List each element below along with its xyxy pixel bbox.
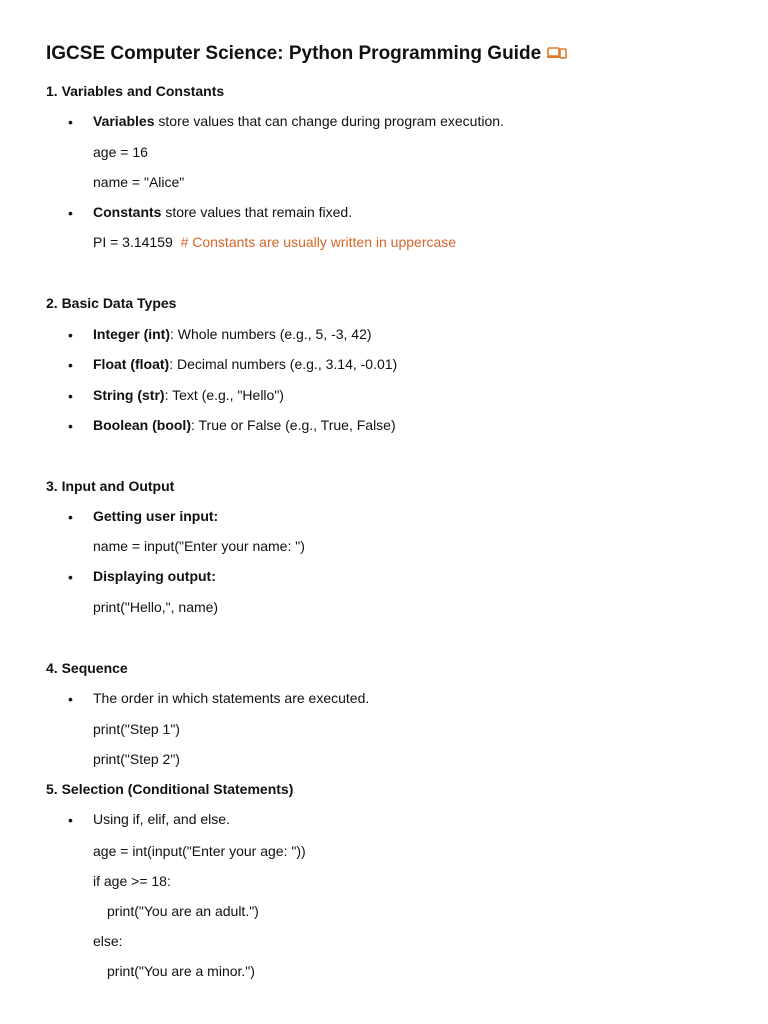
term-constants: Constants [93, 204, 162, 220]
list-item [93, 386, 284, 404]
list-item [93, 507, 218, 525]
section-heading-variables: 1. Variables and Constants [46, 83, 225, 99]
list-item: The order in which statements are executed. [93, 690, 370, 706]
bullet-marker: • [68, 327, 73, 343]
code-line: print("You are an adult.") [107, 903, 259, 919]
item-text: : Decimal numbers (e.g., 3.14, -0.01) [169, 356, 398, 372]
item-text: store values that can change during program execution. [154, 113, 504, 129]
code-line: print("Hello,", name) [93, 599, 219, 615]
bullet-marker: • [68, 418, 73, 434]
code-line: age = int(input("Enter your age: ")) [93, 843, 306, 859]
item-text: : True or False (e.g., True, False) [191, 417, 396, 433]
list-item: Using if, elif, and else. [93, 811, 230, 827]
bullet-marker: • [68, 812, 73, 828]
list-item [93, 203, 352, 221]
bullet-marker: • [68, 569, 73, 585]
bullet-marker: • [68, 357, 73, 373]
code-line: if age >= 18: [93, 873, 171, 889]
list-item [93, 416, 396, 434]
code-line: print("Step 1") [93, 721, 180, 737]
code-line: name = input("Enter your name: ") [93, 538, 305, 554]
term-float: Float (float) [93, 356, 170, 372]
term-input: Getting user input: [93, 508, 219, 524]
term-bool: Boolean (bool) [93, 417, 191, 433]
section-heading-sequence: 4. Sequence [46, 660, 128, 676]
bullet-marker: • [68, 388, 73, 404]
term-int: Integer (int) [93, 326, 170, 342]
code-line: age = 16 [93, 144, 148, 160]
list-item [93, 567, 216, 585]
code-line: print("You are a minor.") [107, 963, 255, 979]
section-heading-data-types: 2. Basic Data Types [46, 295, 177, 311]
term-variables: Variables [93, 113, 155, 129]
code-text: PI = 3.14159 [93, 234, 181, 250]
term-str: String (str) [93, 387, 165, 403]
code-line: name = "Alice" [93, 174, 185, 190]
term-output: Displaying output: [93, 568, 216, 584]
laptop-emoji-icon [547, 46, 567, 62]
code-comment: # Constants are usually written in uppercase [180, 234, 457, 250]
list-item [93, 325, 372, 343]
list-item [93, 355, 397, 373]
page-title-text: IGCSE Computer Science: Python Programming Guide [46, 43, 542, 64]
section-heading-io: 3. Input and Output [46, 478, 175, 494]
section-heading-selection: 5. Selection (Conditional Statements) [46, 781, 294, 797]
bullet-marker: • [68, 691, 73, 707]
list-item [93, 112, 504, 130]
code-line: else: [93, 933, 123, 949]
item-text: : Text (e.g., "Hello") [164, 387, 284, 403]
page-title [46, 43, 567, 65]
bullet-marker: • [68, 205, 73, 221]
code-line [93, 233, 456, 251]
item-text: store values that remain fixed. [161, 204, 353, 220]
bullet-marker: • [68, 114, 73, 130]
code-line: print("Step 2") [93, 751, 180, 767]
bullet-marker: • [68, 509, 73, 525]
item-text: : Whole numbers (e.g., 5, -3, 42) [170, 326, 372, 342]
